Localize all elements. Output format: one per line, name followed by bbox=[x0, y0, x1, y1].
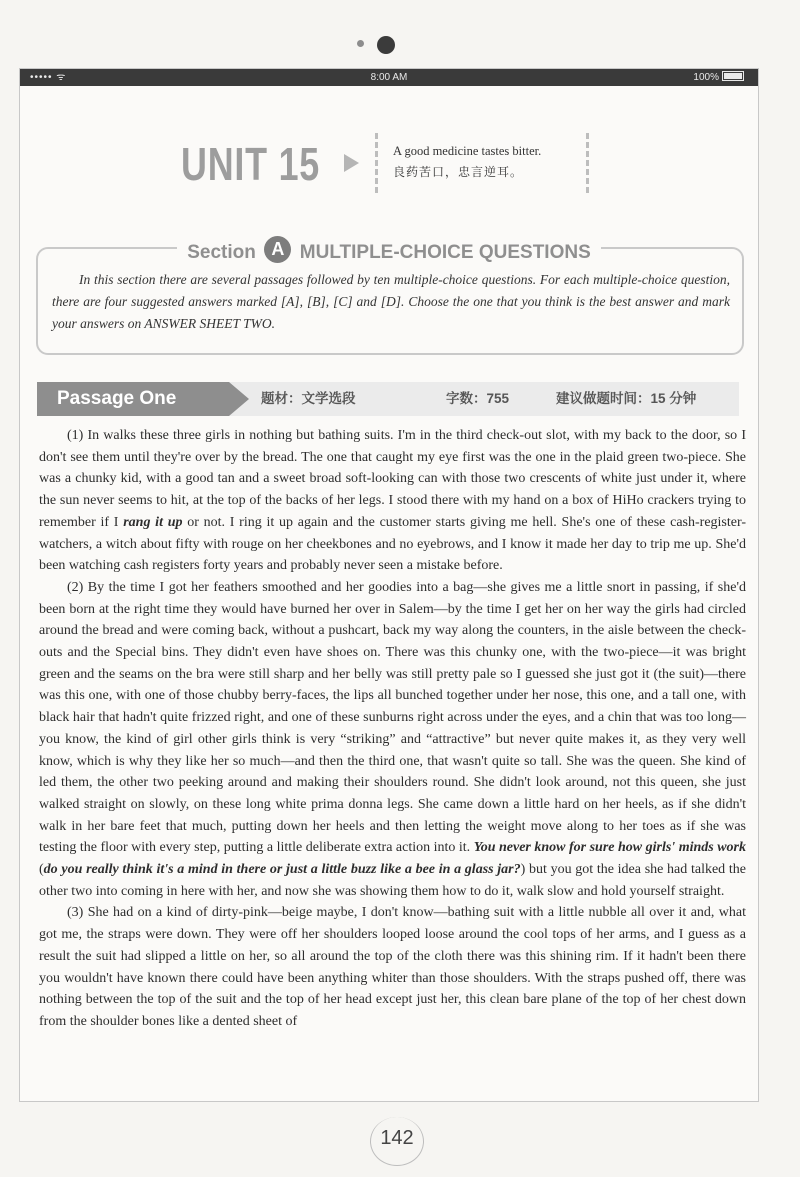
paragraph-3: (3) She had on a kind of dirty-pink—beige maybe, I don't know—bathing suit with a little nubble all over it and, what got me, the straps were down. They were off her shoulders looped loose around the cool tops of her arms, and I guess as a result the suit had slipped a little on her, so all around the top of the cloth there was this shining rim. If it hadn't been there you wouldn't have known there could have been anything whiter than those shoulders. With the straps pushed off, there was nothing between the top of the suit and the top of her head except just her, this clean bare plane of the top of her chest down from the shoulder bones like a dented sheet of bbox=[39, 905, 746, 1029]
camera-dot bbox=[377, 36, 395, 54]
section-word: Section bbox=[187, 242, 256, 263]
passage-suggested-time: 建议做题时间：15 分钟 bbox=[556, 391, 697, 406]
passage-topic: 题材：文学选段 bbox=[261, 391, 356, 406]
tablet-screen bbox=[19, 68, 759, 1102]
passage-header bbox=[37, 382, 739, 416]
passage-word-count: 字数：755 bbox=[446, 391, 510, 406]
camera-dot-small bbox=[357, 40, 364, 47]
status-bar bbox=[20, 69, 758, 86]
proverb-box bbox=[375, 133, 589, 193]
proverb-english: A good medicine tastes bitter. bbox=[393, 144, 542, 158]
emphasis-aside: do you really think it's a mind in there or just a little buzz like a bee in a glass jar? bbox=[43, 862, 521, 878]
page-number: 142 bbox=[380, 1127, 414, 1149]
paragraph-1: (1) In walks these three girls in nothing but bathing suits. I'm in the third check-out slot, with my back to the door, so I don't see them until they're over by the bread. The one that caught my eye first was the one in the plaid green two-piece. She was a chunky kid, with a good tan and a sweet broad soft-looking can with those two crescents of white just under it, where the sun never seems to hit, at the top of the backs of her legs. I stood there with my hand on a box of HiHo crackers trying to remember if I rang it up or not. I ring it up again and the customer starts giving me hell. She's one of these cash-register-watchers, a witch about fifty with rouge on her cheekbones and no eyebrows, and I know it made her day to trip me up. She'd been watching cash registers forty years and probably never seen a mistake before. bbox=[39, 428, 747, 574]
proverb-chinese: 良药苦口，忠言逆耳。 bbox=[393, 165, 524, 179]
status-time: 8:00 AM bbox=[370, 72, 408, 83]
emphasis-sentence: You never know for sure how girls' minds work bbox=[473, 840, 747, 856]
section-title: MULTIPLE-CHOICE QUESTIONS bbox=[299, 242, 591, 263]
section-letter-badge: A bbox=[264, 236, 291, 263]
arrow-right-icon bbox=[344, 154, 359, 172]
signal-icon: ••••• ᯤ bbox=[30, 72, 67, 83]
emphasis-phrase: rang it up bbox=[123, 514, 183, 530]
paragraph-2: (2) By the time I got her feathers smoothed and her goodies into a bag—she gives me a little snort in passing, if she'd been born at the right time they would have burned her over in Salem—by the time I get her on her way the girls had circled around the bread and were coming back, without a pushcart, back my way along the counters, in the aisle between the check-outs and the Special bins. They didn't even have shoes on. There was this chunky one, with the two-piece—it was bright green and the seams on the bra were still sharp and her belly was still pretty pale so I guessed she just got it (the suit)—there was this one, with one of those chubby berry-faces, the lips all bunched together under her nose, this one, and a tall one, with black hair that hadn't quite frizzed right, and one of these sunburns right across under the eyes, and a chin that was too long—you know, the kind of girl other girls think is very “striking” and “attractive” but never quite makes it, as they very well know, which is why they like her so much—and then the third one, that wasn't quite so tall. She was the queen. She kind of led them, the other two peeking around and making their shoulders round. She didn't look around, not this queen, she just walked straight on slowly, on these long white prima donna legs. She came down a little hard on her heels, as if she didn't walk in her bare feet that much, putting down her heels and then letting the weight move along to her toes as if she was testing the floor with every step, putting a little deliberate extra action into it. You never know for sure how girls' minds work (do you really think it's a mind in there or just a little buzz like a bee in a glass jar?) but you got the idea she had talked the other two into coming in here with her, and now she was showing them how to do it, walk slow and hold yourself straight. bbox=[39, 579, 747, 899]
passage-body bbox=[39, 425, 746, 1033]
unit-title: UNIT 15 bbox=[181, 138, 321, 190]
section-instructions: In this section there are several passages followed by ten multiple-choice questions. For each multiple-choice question, there are four suggested answers marked [A], [B], [C] and [D]. Choose the one that you think is the best answer and mark your answers on ANSWER SHEET TWO. bbox=[52, 272, 730, 331]
battery-indicator bbox=[693, 69, 744, 86]
page-number-badge bbox=[370, 1117, 424, 1166]
battery-percent: 100% bbox=[693, 72, 719, 83]
battery-icon bbox=[722, 71, 744, 81]
section-heading bbox=[20, 236, 758, 264]
passage-label: Passage One bbox=[37, 382, 229, 416]
